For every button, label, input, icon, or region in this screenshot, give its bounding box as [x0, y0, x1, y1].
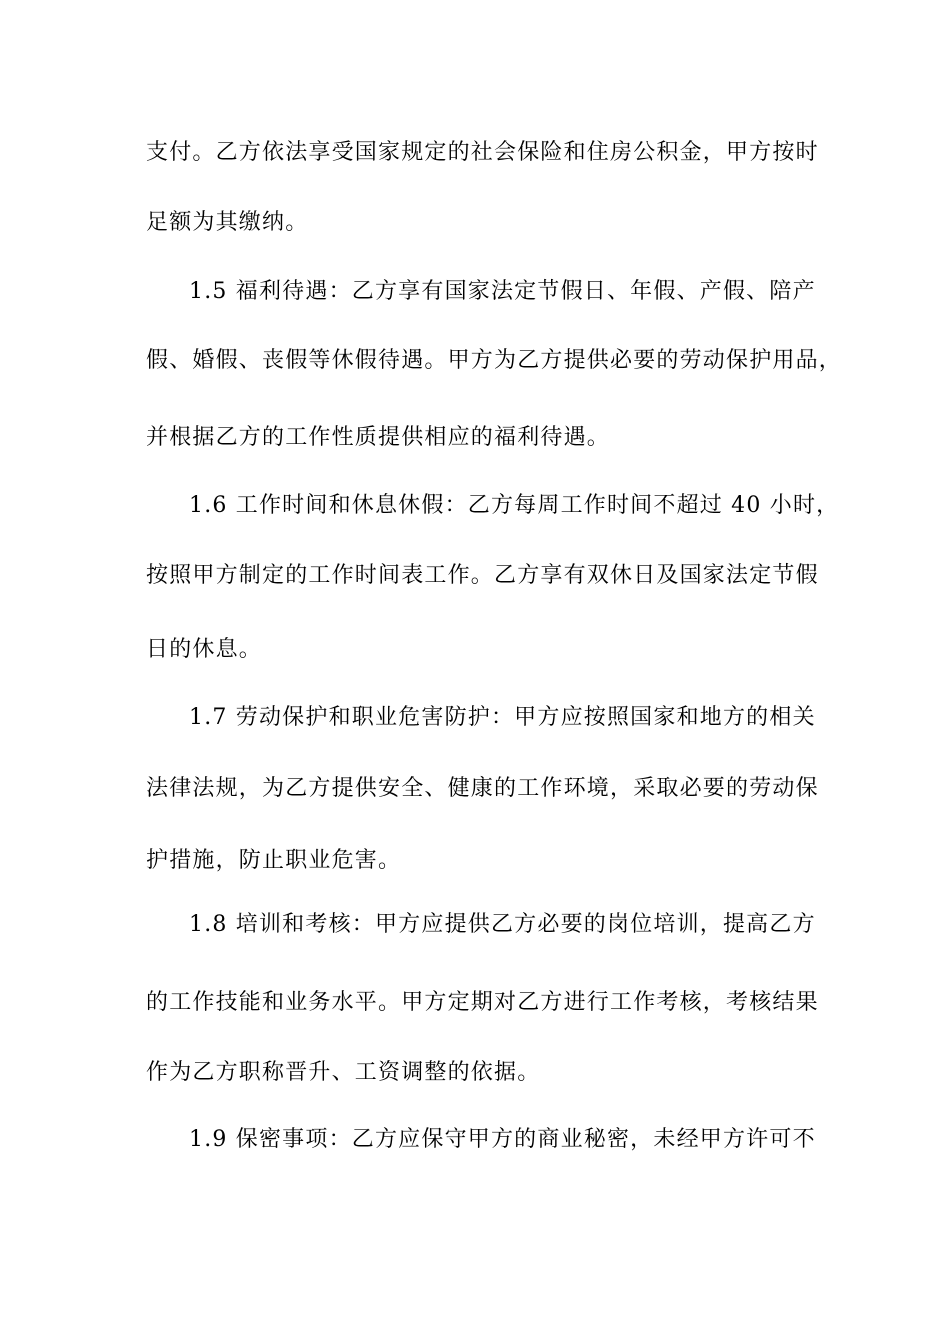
text-line: 1.6 工作时间和休息休假：乙方每周工作时间不超过 40 小时， [189, 493, 840, 518]
text-line: 假、婚假、丧假等休假待遇。甲方为乙方提供必要的劳动保护用品， [146, 348, 843, 373]
text-line: 1.9 保密事项：乙方应保守甲方的商业秘密，未经甲方许可不 [189, 1127, 816, 1152]
text-line: 日的休息。 [146, 637, 263, 662]
text-line: 护措施，防止职业危害。 [146, 848, 402, 873]
text-line: 足额为其缴纳。 [146, 210, 309, 235]
text-line: 作为乙方职称晋升、工资调整的依据。 [146, 1060, 541, 1085]
text-line: 并根据乙方的工作性质提供相应的福利待遇。 [146, 425, 611, 450]
text-line: 按照甲方制定的工作时间表工作。乙方享有双休日及国家法定节假 [146, 563, 819, 588]
text-line: 1.7 劳动保护和职业危害防护：甲方应按照国家和地方的相关 [189, 705, 816, 730]
text-line: 的工作技能和业务水平。甲方定期对乙方进行工作考核，考核结果 [146, 990, 819, 1015]
text-line: 1.8 培训和考核：甲方应提供乙方必要的岗位培训，提高乙方 [189, 912, 816, 937]
text-line: 1.5 福利待遇：乙方享有国家法定节假日、年假、产假、陪产 [189, 279, 816, 304]
text-line: 支付。乙方依法享受国家规定的社会保险和住房公积金，甲方按时 [146, 140, 819, 165]
text-line: 法律法规，为乙方提供安全、健康的工作环境，采取必要的劳动保 [146, 776, 819, 801]
